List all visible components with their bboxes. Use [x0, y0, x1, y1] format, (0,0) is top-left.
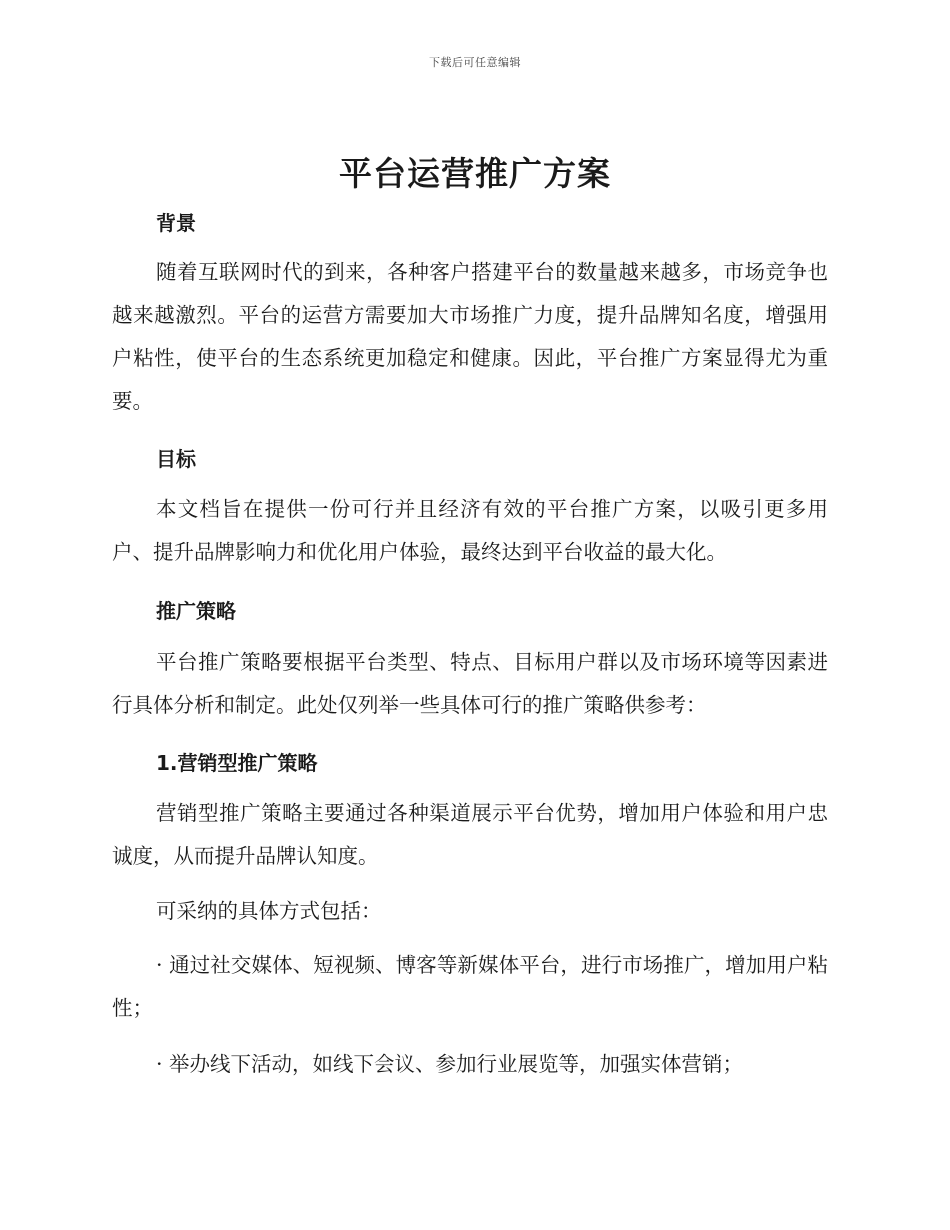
header-note: 下载后可任意编辑 [429, 56, 521, 69]
marketing-heading: 1.营销型推广策略 [156, 751, 318, 775]
goal-paragraph: 本文档旨在提供一份可行并且经济有效的平台推广方案，以吸引更多用户、提升品牌影响力和优化用户体验，最终达到平台收益的最大化。 [112, 497, 828, 564]
strategy-heading: 推广策略 [156, 599, 236, 623]
methods-intro: 可采纳的具体方式包括： [156, 899, 382, 923]
method-item-2: · 举办线下活动，如线下会议、参加行业展览等，加强实体营销； [156, 1052, 744, 1076]
goal-heading: 目标 [156, 447, 196, 471]
strategy-paragraph: 平台推广策略要根据平台类型、特点、目标用户群以及市场环境等因素进行具体分析和制定。此处仅列举一些具体可行的推广策略供参考： [112, 650, 828, 717]
marketing-paragraph: 营销型推广策略主要通过各种渠道展示平台优势，增加用户体验和用户忠诚度，从而提升品牌认知度。 [112, 801, 828, 868]
page-title: 平台运营推广方案 [339, 154, 611, 193]
background-heading: 背景 [156, 211, 196, 235]
background-paragraph: 随着互联网时代的到来，各种客户搭建平台的数量越来越多，市场竞争也越来越激烈。平台的运营方需要加大市场推广力度，提升品牌知名度，增强用户粘性，使平台的生态系统更加稳定和健康。因此，平台推广方案显得尤为重要。 [112, 260, 828, 413]
method-item-1: · 通过社交媒体、短视频、博客等新媒体平台，进行市场推广，增加用户粘性； [112, 953, 828, 1020]
